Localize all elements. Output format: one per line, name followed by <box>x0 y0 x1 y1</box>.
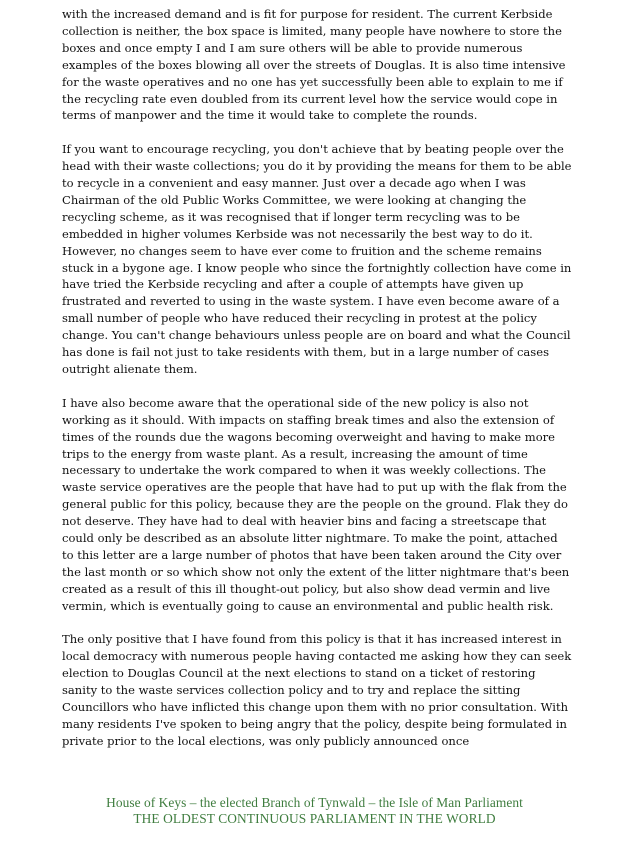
footer-line-oldest-parliament: THE OLDEST CONTINUOUS PARLIAMENT IN THE WORLD <box>133 811 496 826</box>
paragraph-operational-impact: I have also become aware that the operational side of the new policy is also not working as it should. With impacts on staffing break times and also the extension of times of the rounds due the wagons becoming overweight and having to make more trips to the energy from waste plant. As a result, increasing the amount of time necessary to undertake the work compared to when it was weekly collections. The waste service operatives are the people that have had to put up with the flak from the general public for this policy, because they are the people on the ground. Flak they do not deserve. They have had to deal with heavier bins and facing a streetscape that could only be described as an absolute litter nightmare. To make the point, attached to this letter are a large number of photos that have been taken around the City over the last month or so which show not only the extent of the litter nightmare that's been created as a result of this ill thought-out policy, but also show dead vermin and live vermin, which is eventually going to cause an environmental and public health risk. <box>62 395 570 613</box>
paragraph-local-democracy: The only positive that I have found from this policy is that it has increased interest in local democracy with numerous people having contacted me asking how they can seek election to Douglas Council at the next elections to stand on a ticket of restoring sanity to the waste services collection policy and to try and replace the sitting Councillors who have inflicted this change upon them with no prior consultation. With many residents I've spoken to being angry that the policy, despite being formulated in private prior to the local elections, was only publicly announced once <box>62 632 572 748</box>
page-footer <box>0 795 629 827</box>
letter-body <box>62 6 572 767</box>
paragraph-encourage-recycling: If you want to encourage recycling, you don't achieve that by beating people over the head with their waste collections; you do it by providing the means for them to be able to recycle in a convenient and easy manner. Just over a decade ago when I was Chairman of the old Public Works Committee, we were looking at changing the recycling scheme, as it was recognised that if longer term recycling was to be embedded in higher volumes Kerbside was not necessarily the best way to do it. However, no changes seem to have ever come to fruition and the scheme remains stuck in a bygone age. I know people who since the fortnightly collection have come in have tried the Kerbside recycling and after a couple of attempts have given up frustrated and reverted to using in the waste system. I have even become aware of a small number of people who have reduced their recycling in protest at the policy change. You can't change behaviours unless people are on board and what the Council has done is fail not just to take residents with them, but in a large number of cases outright alienate them. <box>62 142 572 377</box>
paragraph-kerbside-collection: with the increased demand and is fit for purpose for resident. The current Kerbside collection is neither, the box space is limited, many people have nowhere to store the boxes and once empty I and I am sure others will be able to provide numerous examples of the boxes blowing all over the streets of Douglas. It is also time intensive for the waste operatives and no one has yet successfully been able to explain to me if the recycling rate even doubled from its current level how the service would cope in terms of manpower and the time it would take to complete the rounds. <box>62 7 566 123</box>
footer-line-house-of-keys: House of Keys – the elected Branch of Tynwald – the Isle of Man Parliament <box>106 795 523 810</box>
